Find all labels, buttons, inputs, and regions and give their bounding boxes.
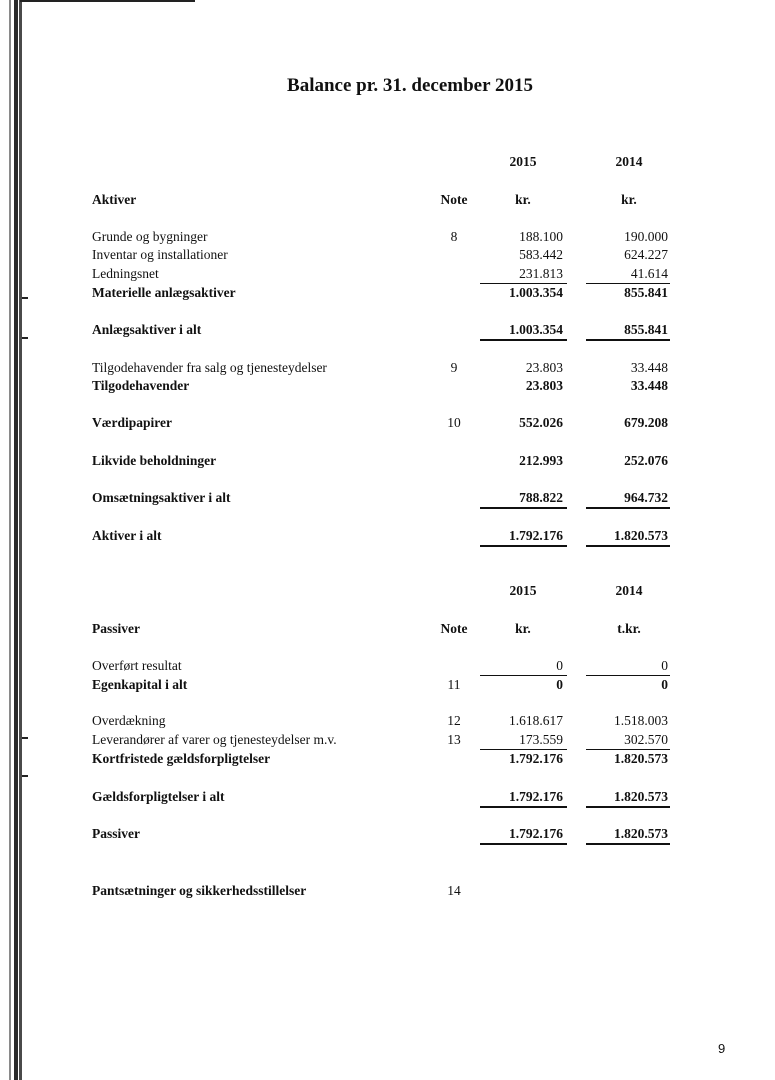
table-row bbox=[0, 658, 775, 676]
total-rule bbox=[480, 507, 567, 509]
subtotal-rule bbox=[480, 283, 567, 284]
pledges-note: 14 bbox=[447, 883, 461, 898]
table-row bbox=[0, 266, 775, 284]
value-2014: 33.448 bbox=[630, 360, 668, 375]
row-note: 12 bbox=[447, 713, 461, 728]
liabilities-year-header bbox=[0, 583, 775, 601]
total-rule bbox=[586, 806, 670, 808]
value-2015: 23.803 bbox=[525, 360, 563, 375]
note-header: Note bbox=[440, 621, 468, 636]
total-rule bbox=[480, 806, 567, 808]
value-2014: 1.820.573 bbox=[614, 826, 668, 841]
row-label: Gældsforpligtelser i alt bbox=[92, 789, 225, 804]
table-row bbox=[0, 360, 775, 378]
value-2014: 964.732 bbox=[624, 490, 668, 505]
row-note: 8 bbox=[450, 229, 458, 244]
value-2015: 1.003.354 bbox=[509, 322, 563, 337]
table-row bbox=[0, 528, 775, 546]
table-row bbox=[0, 713, 775, 731]
table-row bbox=[0, 415, 775, 433]
page-title: Balance pr. 31. december 2015 bbox=[287, 75, 533, 96]
value-2014: 1.820.573 bbox=[614, 751, 668, 766]
value-2015: 212.993 bbox=[519, 453, 563, 468]
subtotal-rule bbox=[480, 749, 567, 750]
row-note: 13 bbox=[447, 732, 461, 747]
value-2014: 33.448 bbox=[630, 378, 668, 393]
value-2015: 1.792.176 bbox=[509, 789, 563, 804]
row-label: Inventar og installationer bbox=[92, 247, 228, 262]
row-label: Likvide beholdninger bbox=[92, 453, 217, 468]
value-2015: 1.792.176 bbox=[509, 751, 563, 766]
total-rule bbox=[586, 843, 670, 845]
table-row bbox=[0, 229, 775, 247]
value-2014: 252.076 bbox=[624, 453, 668, 468]
unit-2015: kr. bbox=[515, 192, 531, 207]
table-row bbox=[0, 490, 775, 508]
table-row bbox=[0, 732, 775, 750]
year-2014: 2014 bbox=[615, 154, 643, 169]
year-2014: 2014 bbox=[615, 583, 643, 598]
row-label: Materielle anlægsaktiver bbox=[92, 285, 236, 300]
unit-2015: kr. bbox=[515, 621, 531, 636]
value-2014: 0 bbox=[661, 658, 668, 673]
value-2015: 231.813 bbox=[519, 266, 563, 281]
subtotal-rule bbox=[586, 749, 670, 750]
value-2015: 788.822 bbox=[519, 490, 563, 505]
total-rule bbox=[586, 507, 670, 509]
row-label: Tilgodehavender fra salg og tjenesteydelser bbox=[92, 360, 327, 375]
row-label: Grunde og bygninger bbox=[92, 229, 208, 244]
row-label: Overført resultat bbox=[92, 658, 182, 673]
scan-edge-line bbox=[20, 0, 195, 2]
liabilities-header-row bbox=[0, 621, 775, 639]
value-2015: 1.003.354 bbox=[509, 285, 563, 300]
value-2015: 1.792.176 bbox=[509, 826, 563, 841]
year-2015: 2015 bbox=[509, 583, 537, 598]
liabilities-heading: Passiver bbox=[92, 621, 140, 636]
table-row bbox=[0, 751, 775, 769]
value-2014: 1.518.003 bbox=[614, 713, 668, 728]
value-2015: 173.559 bbox=[519, 732, 563, 747]
row-label: Passiver bbox=[92, 826, 140, 841]
subtotal-rule bbox=[586, 283, 670, 284]
value-2015: 188.100 bbox=[519, 229, 563, 244]
row-note: 9 bbox=[450, 360, 458, 375]
table-row bbox=[0, 677, 775, 695]
value-2014: 624.227 bbox=[624, 247, 668, 262]
year-2015: 2015 bbox=[509, 154, 537, 169]
table-row bbox=[0, 247, 775, 265]
unit-2014: t.kr. bbox=[617, 621, 641, 636]
table-row bbox=[0, 453, 775, 471]
page-number: 9 bbox=[718, 1041, 726, 1056]
scan-mark bbox=[22, 775, 28, 777]
value-2015: 0 bbox=[556, 658, 563, 673]
table-row bbox=[0, 789, 775, 807]
value-2015: 552.026 bbox=[519, 415, 563, 430]
value-2015: 583.442 bbox=[519, 247, 563, 262]
pledges-label: Pantsætninger og sikkerhedsstillelser bbox=[92, 883, 307, 898]
value-2015: 1.792.176 bbox=[509, 528, 563, 543]
total-rule bbox=[586, 545, 670, 547]
row-label: Aktiver i alt bbox=[92, 528, 162, 543]
row-note: 10 bbox=[447, 415, 461, 430]
value-2014: 1.820.573 bbox=[614, 789, 668, 804]
value-2014: 1.820.573 bbox=[614, 528, 668, 543]
note-header: Note bbox=[440, 192, 468, 207]
value-2014: 855.841 bbox=[624, 285, 668, 300]
row-label: Tilgodehavender bbox=[92, 378, 190, 393]
value-2014: 190.000 bbox=[624, 229, 668, 244]
value-2015: 1.618.617 bbox=[509, 713, 563, 728]
row-label: Overdækning bbox=[92, 713, 166, 728]
row-label: Leverandører af varer og tjenesteydelser m.v. bbox=[92, 732, 337, 747]
row-label: Omsætningsaktiver i alt bbox=[92, 490, 231, 505]
value-2014: 302.570 bbox=[624, 732, 668, 747]
pledges-row bbox=[0, 883, 775, 901]
unit-2014: kr. bbox=[621, 192, 637, 207]
table-row bbox=[0, 285, 775, 303]
row-label: Anlægsaktiver i alt bbox=[92, 322, 202, 337]
row-note: 11 bbox=[447, 677, 461, 692]
total-rule bbox=[586, 339, 670, 341]
value-2015: 0 bbox=[556, 677, 563, 692]
total-rule bbox=[480, 339, 567, 341]
row-label: Kortfristede gældsforpligtelser bbox=[92, 751, 271, 766]
table-row bbox=[0, 322, 775, 340]
value-2014: 679.208 bbox=[624, 415, 668, 430]
total-rule bbox=[480, 545, 567, 547]
value-2014: 41.614 bbox=[630, 266, 668, 281]
row-label: Egenkapital i alt bbox=[92, 677, 188, 692]
total-rule bbox=[480, 843, 567, 845]
row-label: Værdipapirer bbox=[92, 415, 172, 430]
subtotal-rule bbox=[586, 675, 670, 676]
table-row bbox=[0, 378, 775, 396]
table-row bbox=[0, 826, 775, 844]
subtotal-rule bbox=[480, 675, 567, 676]
value-2014: 0 bbox=[661, 677, 668, 692]
assets-header-row bbox=[0, 192, 775, 210]
assets-year-header bbox=[0, 154, 775, 172]
row-label: Ledningsnet bbox=[92, 266, 159, 281]
value-2014: 855.841 bbox=[624, 322, 668, 337]
value-2015: 23.803 bbox=[525, 378, 563, 393]
assets-heading: Aktiver bbox=[92, 192, 137, 207]
